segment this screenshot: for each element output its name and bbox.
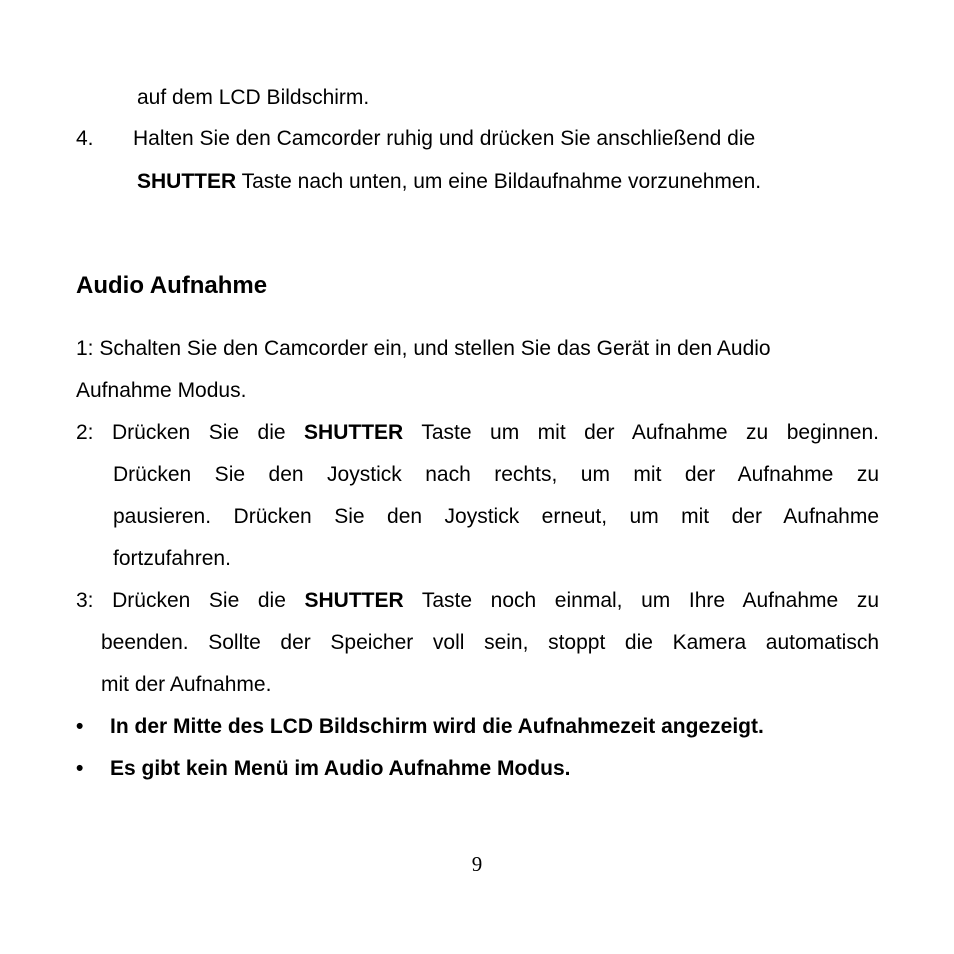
step-2-line-3: pausieren. Drücken Sie den Joystick erneut, um mit der Aufnahme bbox=[113, 505, 879, 528]
step-2-line-1-rest: Taste um mit der Aufnahme zu beginnen. bbox=[403, 421, 879, 444]
step-2-line-1 bbox=[76, 421, 879, 445]
step-4-line-2 bbox=[137, 170, 761, 194]
page-number: 9 bbox=[471, 852, 483, 876]
shutter-keyword: SHUTTER bbox=[137, 170, 237, 193]
step-4-line-1: Halten Sie den Camcorder ruhig und drücken Sie anschließend die bbox=[133, 127, 756, 150]
continued-line: auf dem LCD Bildschirm. bbox=[137, 86, 370, 109]
step-3-line-1 bbox=[76, 589, 879, 613]
step-3-line-3: mit der Aufnahme. bbox=[101, 673, 272, 696]
step-1-line-1: 1: Schalten Sie den Camcorder ein, und stellen Sie das Gerät in den Audio bbox=[76, 337, 771, 360]
bullet-symbol: • bbox=[76, 715, 84, 738]
step-1-line-2: Aufnahme Modus. bbox=[76, 379, 247, 402]
section-heading: Audio Aufnahme bbox=[76, 272, 268, 299]
bullet-item: In der Mitte des LCD Bildschirm wird die Aufnahmezeit angezeigt. bbox=[110, 715, 764, 738]
bullet-symbol: • bbox=[76, 757, 84, 780]
step-2-line-2: Drücken Sie den Joystick nach rechts, um mit der Aufnahme zu bbox=[113, 463, 879, 486]
step-4-number: 4. bbox=[76, 127, 94, 150]
bullet-item: Es gibt kein Menü im Audio Aufnahme Modus. bbox=[110, 757, 571, 780]
step-2-prefix: 2: Drücken Sie die bbox=[76, 421, 305, 444]
shutter-keyword: SHUTTER bbox=[304, 421, 404, 444]
step-3-line-1-rest: Taste noch einmal, um Ihre Aufnahme zu bbox=[403, 589, 879, 612]
step-3-prefix: 3: Drücken Sie die bbox=[76, 589, 305, 612]
step-2-line-4: fortzufahren. bbox=[113, 547, 231, 570]
step-3-line-2: beenden. Sollte der Speicher voll sein, stoppt die Kamera automatisch bbox=[101, 631, 879, 654]
shutter-keyword: SHUTTER bbox=[304, 589, 404, 612]
step-4-line-2-rest: Taste nach unten, um eine Bildaufnahme vorzunehmen. bbox=[236, 170, 762, 193]
